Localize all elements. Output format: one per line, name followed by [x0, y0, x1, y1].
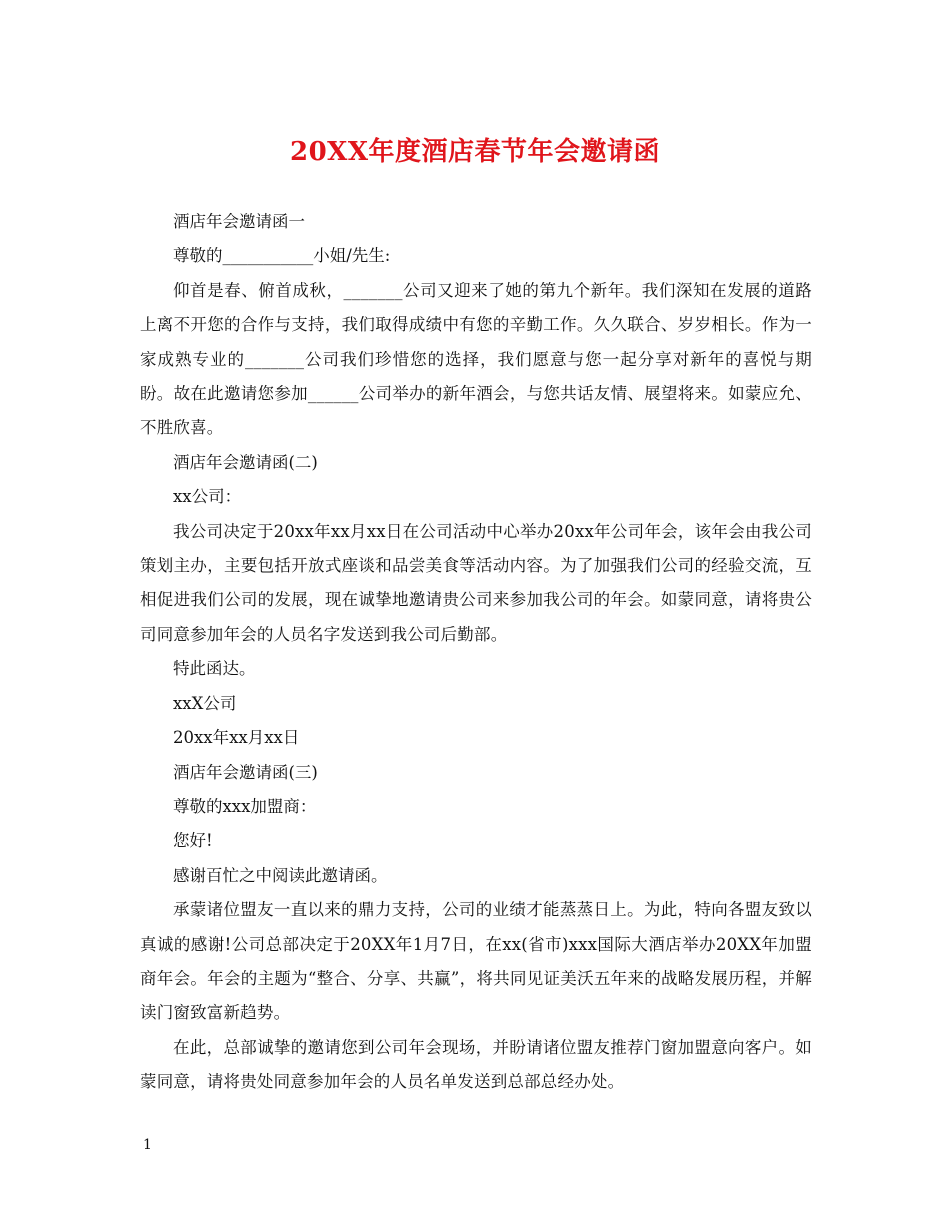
salutation: 尊敬的___________小姐/先生:	[173, 246, 391, 266]
salutation: xx公司：	[173, 487, 242, 507]
paragraph: 我公司决定于20xx年xx月xx日在公司活动中心举办20xx年公司年会，该年会由我公司策划主办，主要包括开放式座谈和品尝美食等活动内容。为了加强我们公司的经验交流，互相促进我们公司的发展，现在诚挚地邀请贵公司来参加我公司的年会。如蒙同意，请将贵公司同意参加年会的人员名字发送到我公司后勤部。	[140, 521, 812, 644]
paragraph: 在此，总部诚挚的邀请您到公司年会现场，并盼请诸位盟友推荐门窗加盟意向客户。如蒙同意，请将贵处同意参加年会的人员名单发送到总部总经办处。	[140, 1037, 812, 1092]
closing-line: 特此函达。	[173, 659, 256, 679]
paragraph: 承蒙诸位盟友一直以来的鼎力支持，公司的业绩才能蒸蒸日上。为此，特向各盟友致以真诚的感谢!公司总部决定于20XX年1月7日，在xx(省市)xxx国际大酒店举办20XX年加盟商年会。年会的主题为“整合、分享、共赢”，将共同见证美沃五年来的战略发展历程，并解读门窗致富新趋势。	[140, 900, 812, 1023]
section-heading: 酒店年会邀请函(三)	[173, 762, 318, 782]
salutation: 尊敬的xxx加盟商：	[173, 796, 317, 816]
section-heading: 酒店年会邀请函(二)	[173, 452, 318, 472]
paragraph: 仰首是春、俯首成秋，_______公司又迎来了她的第九个新年。我们深知在发展的道路上离不开您的合作与支持，我们取得成绩中有您的辛勤工作。久久联合、岁岁相长。作为一家成熟专业的_______公司我们珍惜您的选择，我们愿意与您一起分享对新年的喜悦与期盼。故在此邀请您参加______公司举办的新年酒会，与您共话友情、展望将来。如蒙应允、不胜欣喜。	[140, 280, 812, 438]
page-number: 1	[143, 1137, 152, 1153]
document-body	[140, 205, 812, 1100]
greeting: 您好!	[173, 831, 213, 851]
signature-company: xxX公司	[173, 693, 237, 713]
signature-date: 20xx年xx月xx日	[173, 728, 300, 748]
section-heading: 酒店年会邀请函一	[173, 212, 305, 231]
document-title: 20XX年度酒店春节年会邀请函	[289, 137, 661, 167]
text-line: 感谢百忙之中阅读此邀请函。	[173, 865, 388, 885]
